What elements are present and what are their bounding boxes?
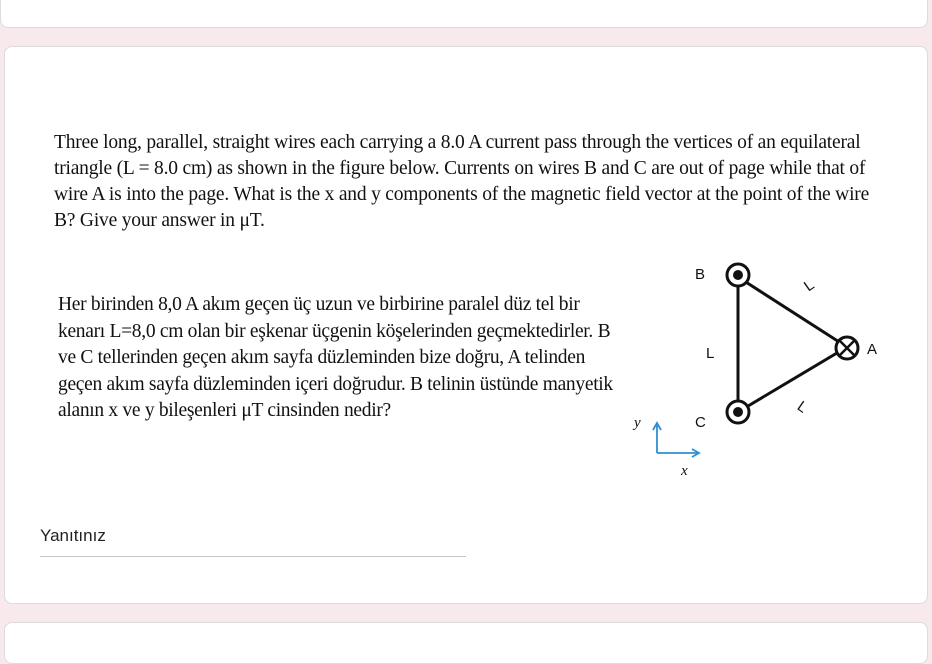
previous-question-card xyxy=(0,0,928,28)
side-ca xyxy=(738,347,847,412)
question-text-english: Three long, parallel, straight wires each carrying a 8.0 A current pass through the vertices of an equilateral triangle (L = 8.0 cm) as shown in the figure below. Currents on wires B and C are out of page while that of wire A is into the page. What is the x and y components of the magnetic field vector at the point of the wire B? Give your answer in μT. xyxy=(54,132,870,231)
answer-input[interactable] xyxy=(40,520,466,557)
side-label-upper: L xyxy=(800,276,818,296)
wire-c-out-icon xyxy=(727,401,749,423)
axis-y-label: y xyxy=(634,415,641,431)
wire-b-out-icon xyxy=(727,264,749,286)
answer-label: Yanıtınız xyxy=(40,526,106,545)
question-text-turkish: Her birinden 8,0 A akım geçen üç uzun ve birbirine paralel düz tel bir kenarı L=8,0 cm olan bir eşkenar üçgenin köşelerinden geçmektedirler. B ve C tellerinden geçen akım sayfa düzleminden bize doğru, A telinden geçen akım sayfa düzleminden içeri doğrudur. B telinin üstünde manyetik alanın x ve y bileşenleri μT cinsinden nedir? xyxy=(58,294,613,421)
side-label-lower: L xyxy=(793,397,811,417)
axis-x-label: x xyxy=(681,463,688,479)
wire-triangle-figure xyxy=(622,255,902,485)
side-ba xyxy=(738,277,847,347)
next-question-card xyxy=(4,622,928,664)
wire-a-in-icon xyxy=(836,337,858,359)
side-label-left: L xyxy=(706,345,715,362)
wire-c-label: C xyxy=(695,414,706,431)
wire-triangle-svg xyxy=(622,255,902,485)
wire-b-label: B xyxy=(695,266,706,283)
wire-a-label: A xyxy=(867,341,878,358)
xy-axes-icon xyxy=(653,423,699,457)
